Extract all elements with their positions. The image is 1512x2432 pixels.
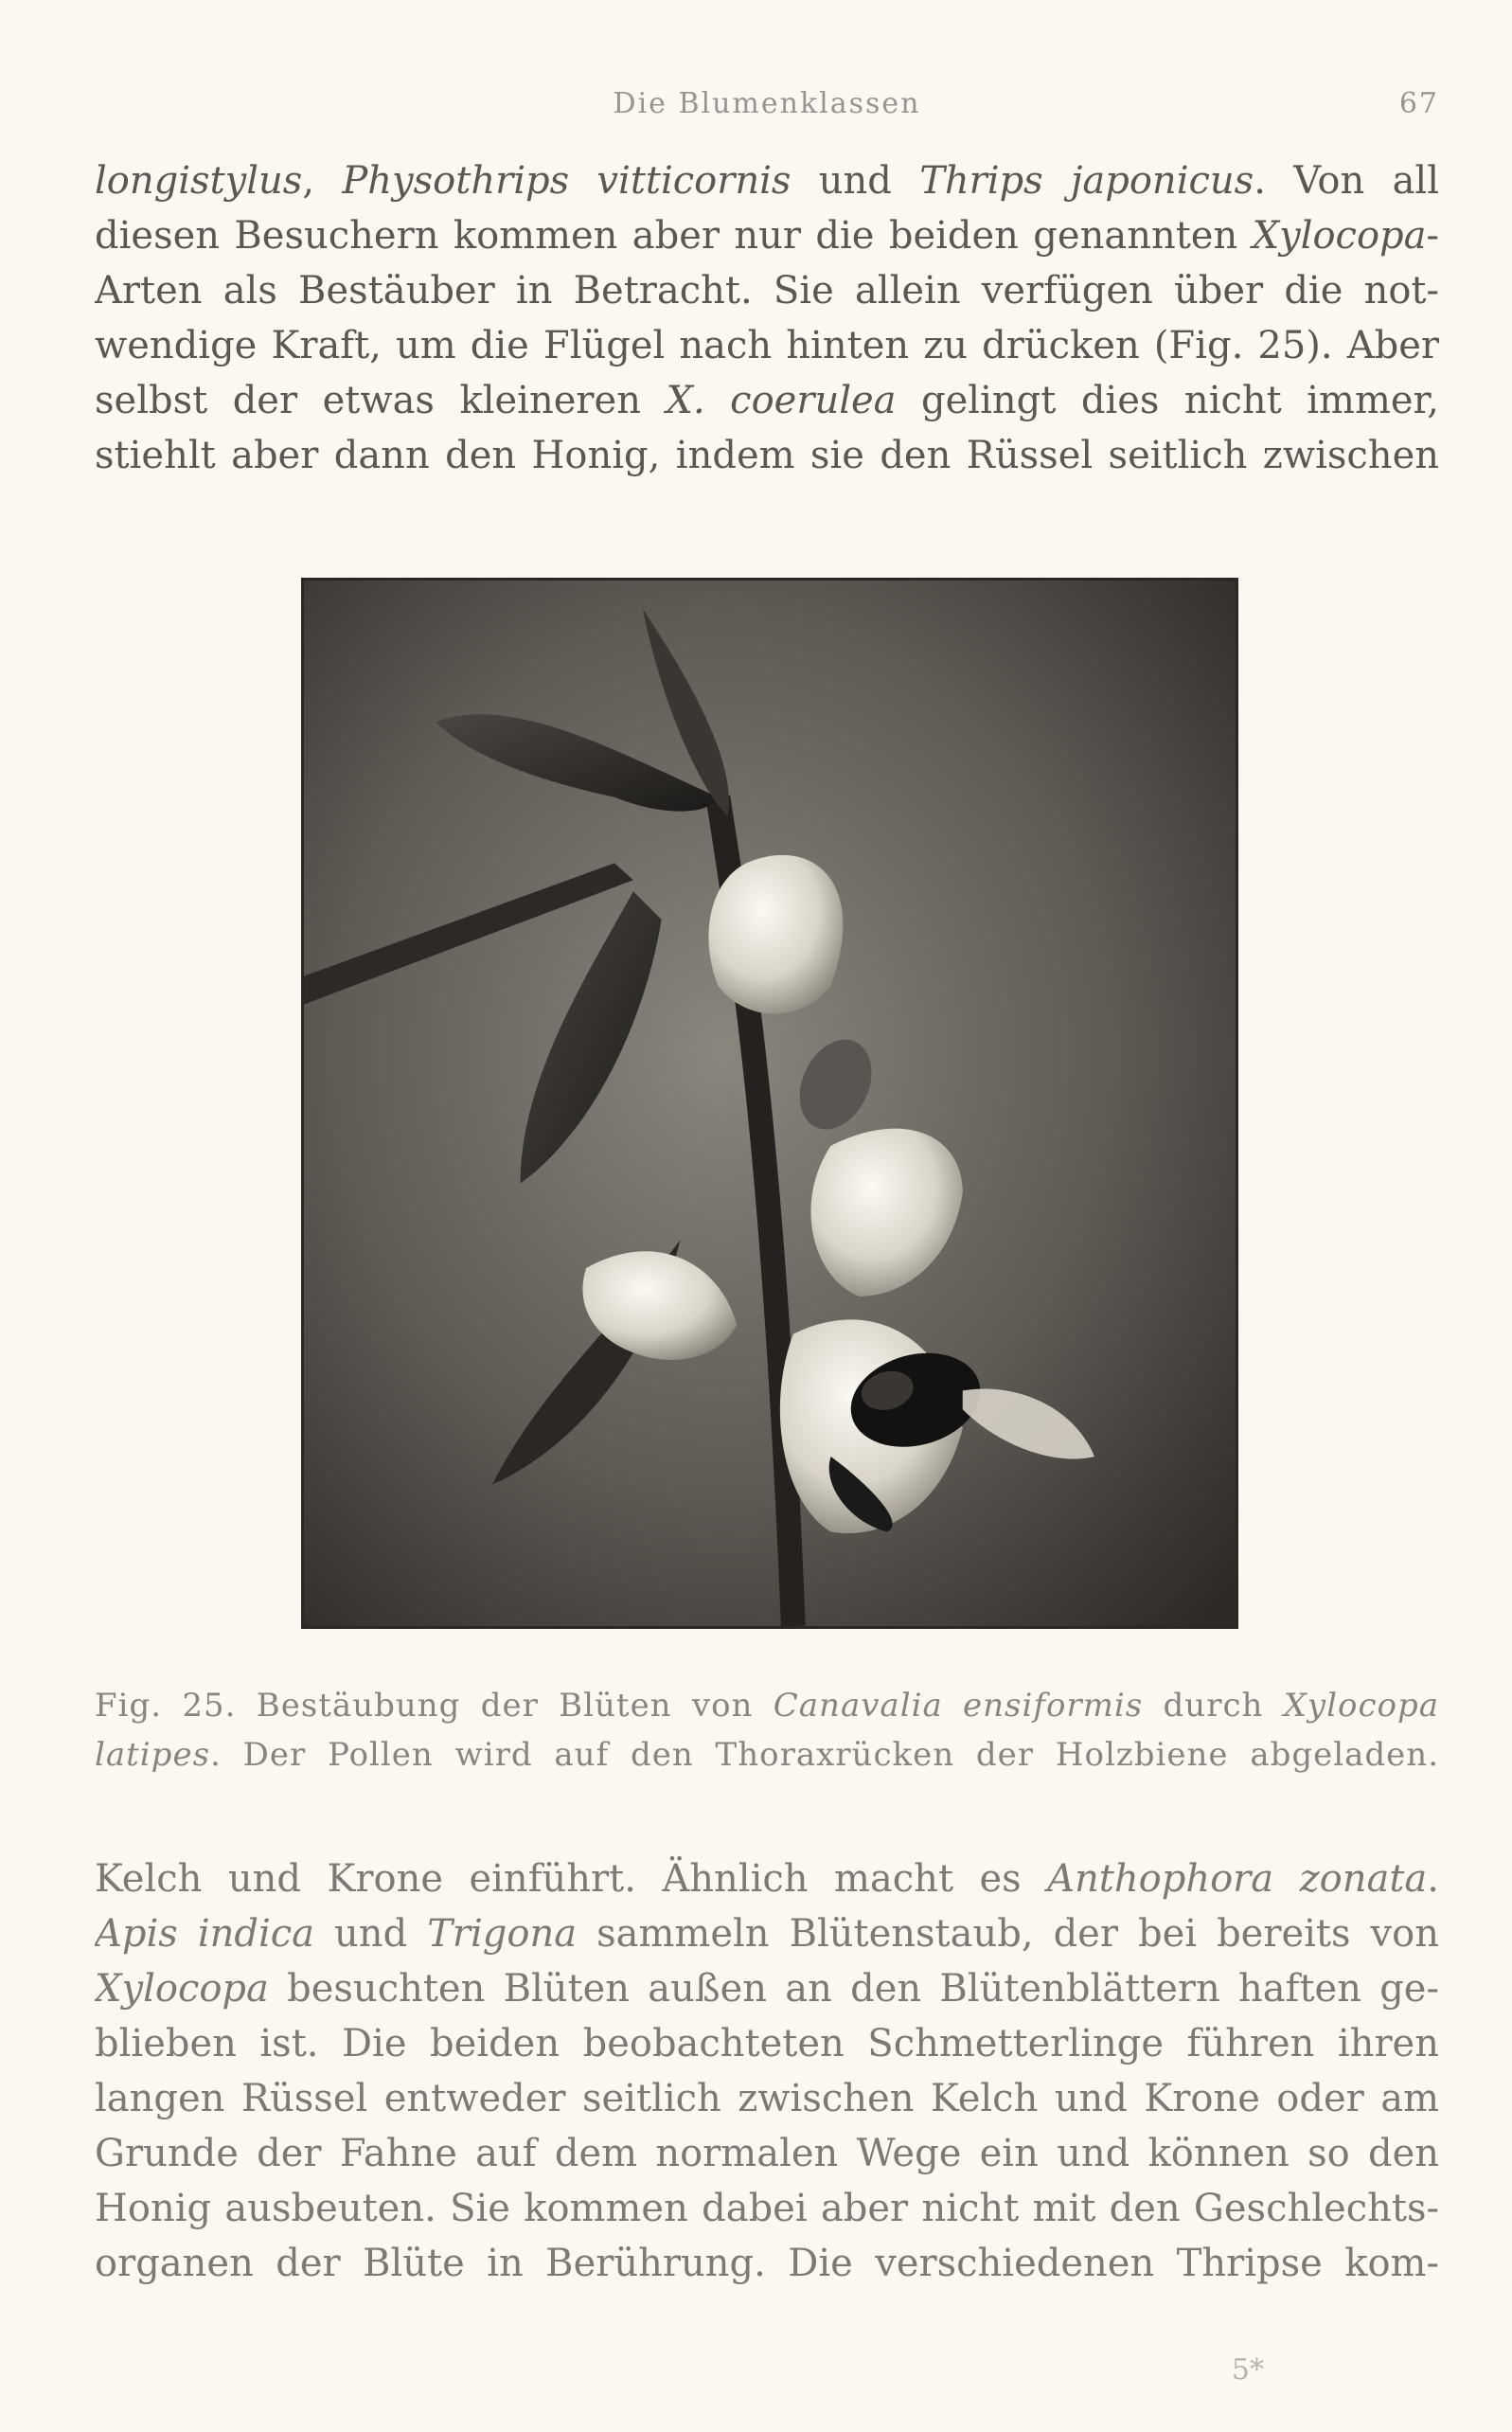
- bottom-paragraph: [95, 1851, 1439, 2291]
- text-run: und: [314, 1912, 428, 1956]
- figure-caption: [95, 1681, 1439, 1779]
- italic-term: Physothrips vitticornis: [342, 159, 792, 203]
- italic-term: Xylocopa: [1283, 1687, 1439, 1725]
- text-line: [95, 373, 1439, 428]
- text-run: sammeln Blütenstaub, der bei bereits von: [577, 1912, 1439, 1956]
- text-run: stiehlt aber dann den Honig, indem sie den Rüssel seitlich zwischen: [95, 434, 1439, 477]
- italic-term: Canavalia ensiformis: [773, 1687, 1144, 1725]
- text-line: [95, 1681, 1439, 1730]
- text-line: [95, 2126, 1439, 2181]
- italic-term: Xylocopa: [1252, 214, 1427, 258]
- text-line: [95, 2236, 1439, 2291]
- running-head: [95, 87, 1439, 125]
- text-run: Honig ausbeuten. Sie kommen dabei aber nicht mit den Geschlechts-: [95, 2187, 1439, 2230]
- italic-term: Anthophora zonata: [1047, 1857, 1428, 1901]
- text-run: diesen Besuchern kommen aber nur die beiden genannten: [95, 214, 1253, 258]
- flower-bee-photo: [304, 581, 1236, 1626]
- text-run: selbst der etwas kleineren: [95, 379, 667, 422]
- text-run: -: [1426, 214, 1439, 258]
- figure-photograph: [301, 578, 1238, 1629]
- text-run: Grunde der Fahne auf dem normalen Wege ein und können so den: [95, 2132, 1439, 2175]
- italic-term: Apis indica: [95, 1912, 315, 1956]
- text-run: blieben ist. Die beiden beobachteten Schmetterlinge führen ihren: [95, 2022, 1439, 2065]
- italic-term: Xylocopa: [95, 1967, 269, 2011]
- text-line: [95, 428, 1439, 483]
- italic-term: Trigona: [427, 1912, 578, 1956]
- text-run: ,: [302, 159, 343, 203]
- text-line: [95, 1851, 1439, 1906]
- text-line: [95, 153, 1439, 208]
- text-line: [95, 2181, 1439, 2236]
- italic-term: longistylus: [95, 159, 303, 203]
- text-run: durch: [1143, 1687, 1284, 1725]
- text-line: [95, 2016, 1439, 2071]
- page-number: 67: [1398, 87, 1439, 120]
- text-run: Kelch und Krone einführt. Ähnlich macht es: [95, 1857, 1048, 1901]
- text-run: . Von all: [1254, 159, 1439, 203]
- text-line: [95, 2071, 1439, 2126]
- text-line: [95, 1730, 1439, 1779]
- text-run: wendige Kraft, um die Flügel nach hinten zu drücken (Fig. 25). Aber: [95, 324, 1439, 367]
- text-line: [95, 1906, 1439, 1961]
- text-line: [95, 263, 1439, 318]
- running-head-title: Die Blumenklassen: [613, 87, 921, 120]
- text-line: [95, 208, 1439, 263]
- text-run: gelingt dies nicht immer,: [896, 379, 1439, 422]
- top-paragraph: [95, 153, 1439, 483]
- signature-mark: 5*: [1231, 2353, 1264, 2387]
- text-run: und: [791, 159, 920, 203]
- text-run: . Der Pollen wird auf den Thoraxrücken der Holzbiene abgeladen.: [210, 1736, 1439, 1774]
- italic-term: latipes: [95, 1736, 211, 1774]
- italic-term: Thrips japonicus: [919, 159, 1254, 203]
- text-run: Arten als Bestäuber in Betracht. Sie allein verfügen über die not-: [95, 269, 1439, 313]
- italic-term: X. coerulea: [666, 379, 897, 422]
- text-run: .: [1427, 1857, 1439, 1901]
- text-run: besuchten Blüten außen an den Blütenblättern haften ge-: [268, 1967, 1439, 2011]
- text-run: Fig. 25. Bestäubung der Blüten von: [95, 1687, 774, 1725]
- text-line: [95, 318, 1439, 373]
- text-run: langen Rüssel entweder seitlich zwischen Kelch und Krone oder am: [95, 2077, 1439, 2120]
- text-run: organen der Blüte in Berührung. Die verschiedenen Thripse kom-: [95, 2242, 1439, 2285]
- text-line: [95, 1961, 1439, 2016]
